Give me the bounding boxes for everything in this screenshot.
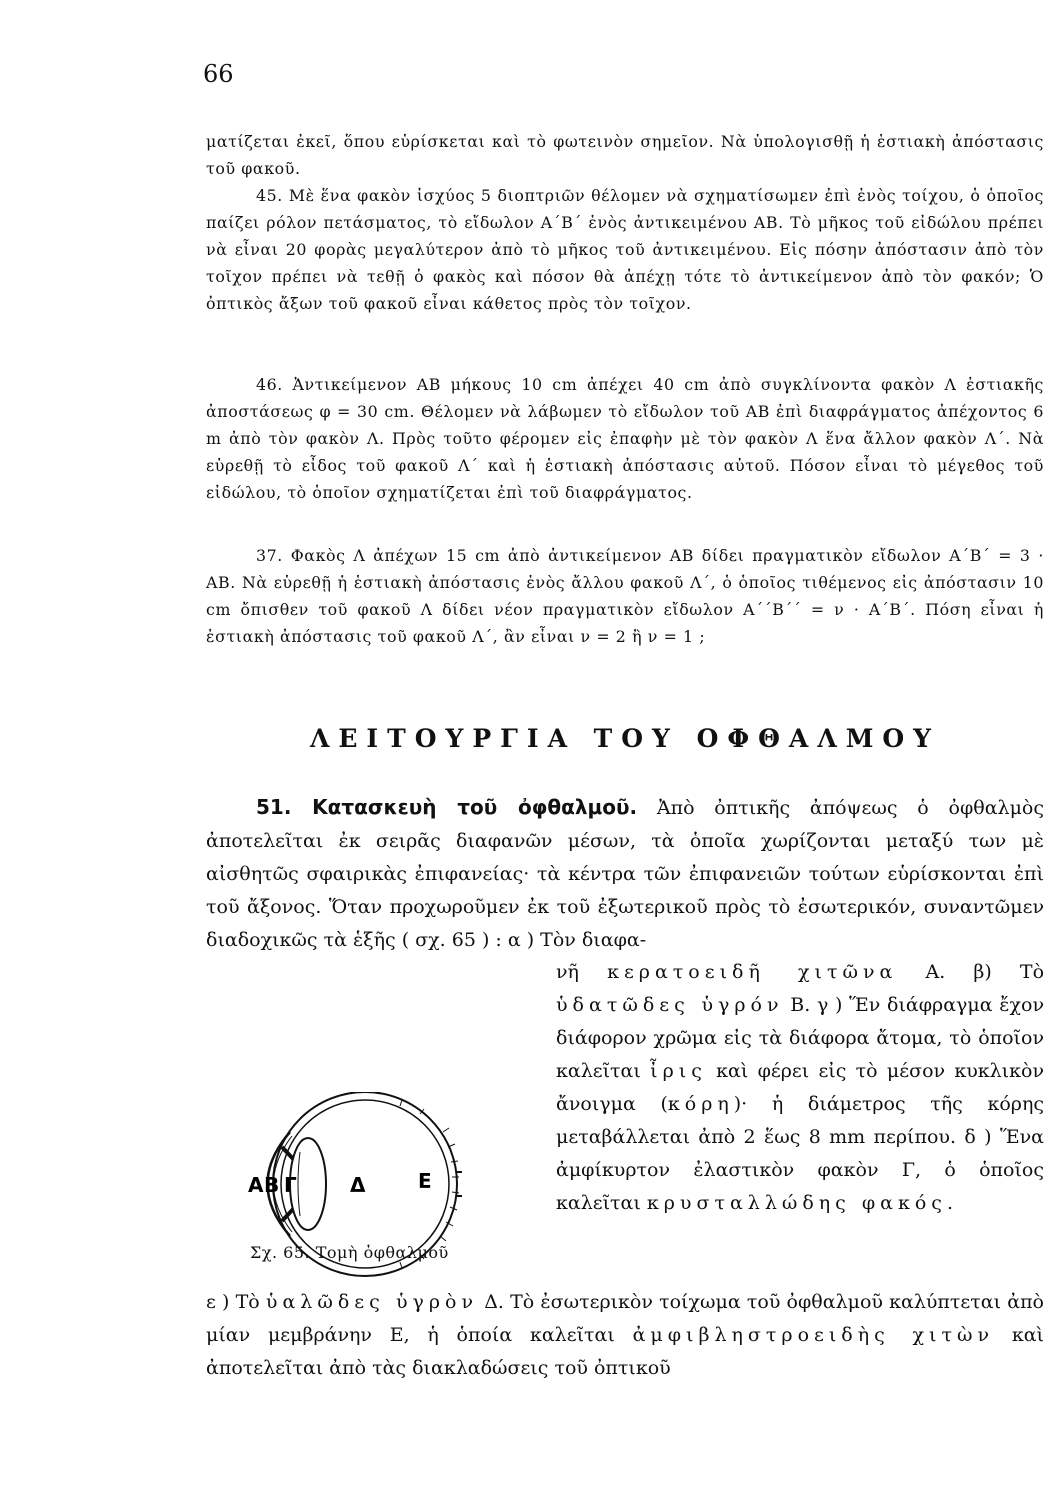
term-choroid: ἀμφιβληστροειδὴς χιτὼν xyxy=(632,1324,995,1346)
chapter-title: ΛΕΙΤΟΥΡΓΙΑ ΤΟΥ ΟΦΘΑΛΜΟΥ xyxy=(309,724,941,753)
label-E: Ε xyxy=(418,1169,432,1193)
term-aqueous: ὑδατῶδες ὑγρόν xyxy=(556,994,784,1016)
term-lens: κρυσταλλώδης φακός xyxy=(646,1192,947,1214)
label-B: Β xyxy=(264,1173,280,1197)
term-cornea: κερατοειδῆ χιτῶνα xyxy=(607,961,898,983)
section-title: 51. Κατασκευὴ τοῦ ὀφθαλμοῦ. xyxy=(256,795,638,819)
problem-continuation: ματίζεται ἐκεῖ, ὅπου εὑρίσκεται καὶ τὸ φωτεινὸν σημεῖον. Νὰ ὑπολογισθῇ ἡ ἑστιακὴ ἀπόστασις τοῦ φακοῦ. xyxy=(206,132,1044,178)
figure-caption: Σχ. 65. Τομὴ ὀφθαλμοῦ xyxy=(250,1243,449,1262)
section-side-text: νῆ κερατοειδῆ χιτῶνα Α. β) Τὸ ὑδατῶδες ὑγρόν Β. γ ) Ἕν διάφραγμα ἔχον διάφορον χρῶμα εἰς τὰ διάφορα ἄτομα, τὸ ὁποῖον καλεῖται ἶρις καὶ φέρει εἰς τὸ μέσον κυκλικὸν ἄνοιγμα (κόρη)· ἡ διάμετρος τῆς κόρης μεταβάλλεται ἀπὸ 2 ἕως 8 mm περίπου. δ ) Ἕνα ἀμφίκυρτον ἐλαστικὸν φακὸν Γ, ὁ ὁποῖος καλεῖται κρυσταλλώδης φακός. xyxy=(556,961,1045,1214)
label-A: Α xyxy=(248,1173,264,1197)
section-tail-text: ε ) Τὸ ὑαλῶδες ὑγρὸν Δ. Τὸ ἐσωτερικὸν τοίχωμα τοῦ ὀφθαλμοῦ καλύπτεται ἀπὸ μίαν μεμβράνην Ε, ἡ ὁποία καλεῖται ἀμφιβληστροειδὴς χιτὼν καὶ ἀποτελεῖται ἀπὸ τὰς διακλαδώσεις τοῦ ὀπτικοῦ xyxy=(206,1291,1044,1379)
problem-45: 45. Μὲ ἕνα φακὸν ἰσχύος 5 διοπτριῶν θέλομεν νὰ σχηματίσωμεν ἐπὶ ἑνὸς τοίχου, ὁ ὁποῖος παίζει ρόλον πετάσματος, τὸ εἴδωλον Α΄Β΄ ἑνὸς ἀντικειμένου ΑΒ. Τὸ μῆκος τοῦ εἰδώλου πρέπει νὰ εἶναι 20 φορὰς μεγαλύτερον ἀπὸ τὸ μῆκος τοῦ ἀντικειμένου. Εἰς πόσην ἀπόστασιν ἀπὸ τὸν τοῖχον πρέπει νὰ τεθῇ ὁ φακὸς καὶ πόσον θὰ ἀπέχῃ τότε τὸ ἀντικείμενον ἀπὸ τὸν φακόν; Ὁ ὀπτικὸς ἄξων τοῦ φακοῦ εἶναι κάθετος πρὸς τὸν τοῖχον. xyxy=(206,186,1044,313)
eye-cross-section-diagram xyxy=(200,1092,540,1292)
term-iris: ἶρις xyxy=(650,1060,707,1082)
term-vitreous: ὑαλῶδες ὑγρὸν xyxy=(265,1291,479,1313)
problem-46: 46. Ἀντικείμενον ΑΒ μήκους 10 cm ἀπέχει 40 cm ἀπὸ συγκλίνοντα φακὸν Λ ἑστιακῆς ἀποστάσεως φ = 30 cm. Θέλομεν νὰ λάβωμεν τὸ εἴδωλον τοῦ ΑΒ ἐπὶ διαφράγματος ἀπέχοντος 6 m ἀπὸ τὸν φακὸν Λ. Πρὸς τοῦτο φέρομεν εἰς ἐπαφὴν μὲ τὸν φακὸν Λ ἕνα ἄλλον φακὸν Λ΄. Νὰ εὑρεθῇ τὸ εἶδος τοῦ φακοῦ Λ΄ καὶ ἡ ἑστιακὴ ἀπόστασις αὐτοῦ. Πόσον εἶναι τὸ μέγεθος τοῦ εἰδώλου, τὸ ὁποῖον σχηματίζεται ἐπὶ τοῦ διαφράγματος. xyxy=(206,375,1044,502)
problem-37: 37. Φακὸς Λ ἀπέχων 15 cm ἀπὸ ἀντικείμενον ΑΒ δίδει πραγματικὸν εἴδωλον Α΄Β΄ = 3 · ΑΒ. Νὰ εὑρεθῇ ἡ ἑστιακὴ ἀπόστασις ἑνὸς ἄλλου φακοῦ Λ΄, ὁ ὁποῖος τιθέμενος εἰς ἀπόστασιν 10 cm ὄπισθεν τοῦ φακοῦ Λ δίδει νέον πραγματικὸν εἴδωλον Α΄΄Β΄΄ = ν · Α΄Β΄. Πόση εἶναι ἡ ἑστιακὴ ἀπόστασις τοῦ φακοῦ Λ΄, ἂν εἶναι ν = 2 ἢ ν = 1 ; xyxy=(206,546,1044,646)
term-pupil: κόρη xyxy=(667,1093,734,1115)
label-G: Γ xyxy=(284,1173,297,1197)
eye-figure xyxy=(200,1092,540,1292)
section-intro: 51. Κατασκευὴ τοῦ ὀφθαλμοῦ. Ἀπὸ ὀπτικῆς ἀπόψεως ὁ ὀφθαλμὸς ἀποτελεῖται ἐκ σειρᾶς διαφανῶν μέσων, τὰ ὁποῖα χωρίζονται μεταξύ των μὲ αἰσθητῶς σφαιρικὰς ἐπιφανείας· τὰ κέντρα τῶν ἐπιφανειῶν τούτων εὑρίσκονται ἐπὶ τοῦ ἄξονος. Ὅταν προχωροῦμεν ἐκ τοῦ ἐξωτερικοῦ πρὸς τὸ ἐσωτερικόν, συναντῶμεν διαδοχικῶς τὰ ἑξῆς ( σχ. 65 ) : α ) Τὸν διαφα- xyxy=(206,795,1044,951)
page-number: 66 xyxy=(203,60,234,88)
label-D: Δ xyxy=(350,1173,366,1197)
